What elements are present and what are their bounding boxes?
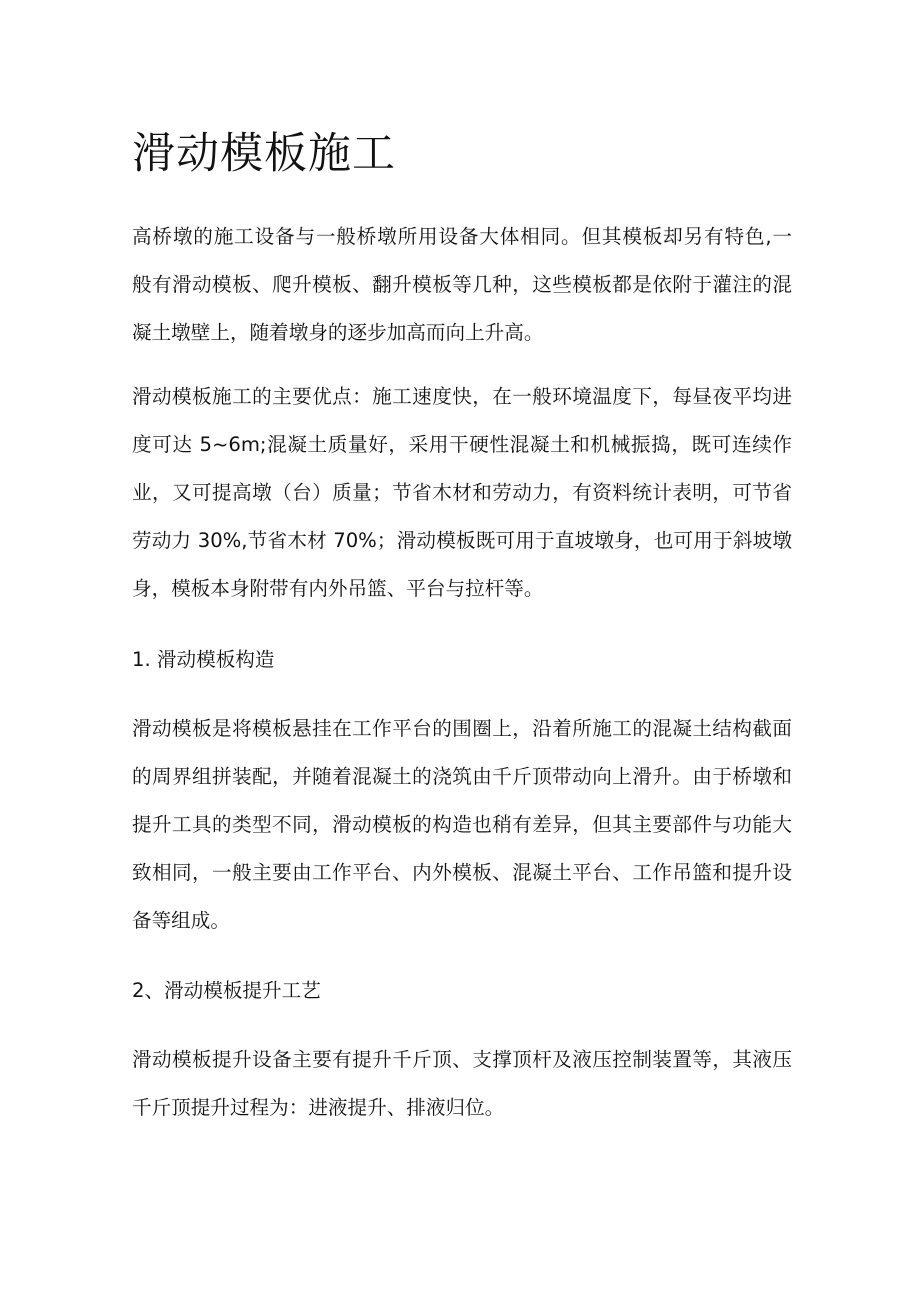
text-line: 滑动模板是将模板悬挂在工作平台的围圈上，沿着所施工的混凝土结构截面 <box>132 717 792 740</box>
text-line: 滑动模板提升设备主要有提升千斤顶、支撑顶杆及液压控制装置等，其液压 <box>132 1048 792 1071</box>
text-line: 凝土墩壁上，随着墩身的逐步加高而向上升高。 <box>132 321 544 344</box>
text-line: 度可达 5~6m;混凝土质量好，采用干硬性混凝土和机械振捣，既可连续作 <box>132 433 792 456</box>
text-line: 劳动力 30%,节省木材 70%；滑动模板既可用于直坡墩身，也可用于斜坡墩 <box>132 529 792 552</box>
text-line: 的周界组拼装配，并随着混凝土的浇筑由千斤顶带动向上滑升。由于桥墩和 <box>132 765 792 788</box>
text-line: 般有滑动模板、爬升模板、翻升模板等几种，这些模板都是依附于灌注的混 <box>132 273 792 296</box>
section-heading-structure <box>132 636 792 684</box>
text-line: 滑动模板施工的主要优点：施工速度快，在一般环境温度下，每昼夜平均进 <box>132 385 792 408</box>
text-line: 高桥墩的施工设备与一般桥墩所用设备大体相同。但其模板却另有特色,一 <box>132 225 792 248</box>
text-line: 业，又可提高墩（台）质量；节省木材和劳动力，有资料统计表明，可节省 <box>132 481 792 504</box>
text-line: 提升工具的类型不同，滑动模板的构造也稍有差异，但其主要部件与功能大 <box>132 813 792 836</box>
section-heading-text: 1. 滑动模板构造 <box>132 648 275 671</box>
text-line: 千斤顶提升过程为：进液提升、排液归位。 <box>132 1096 505 1119</box>
paragraph-advantages <box>132 373 792 613</box>
text-line: 致相同，一般主要由工作平台、内外模板、混凝土平台、工作吊篮和提升设 <box>132 861 792 884</box>
paragraph-structure <box>132 705 792 945</box>
document-title: 滑动模板施工 <box>132 129 396 179</box>
paragraph-intro <box>132 213 792 357</box>
section-heading-text: 2、滑动模板提升工艺 <box>132 979 321 1002</box>
text-line: 备等组成。 <box>132 909 230 932</box>
text-line: 身，模板本身附带有内外吊篮、平台与拉杆等。 <box>132 577 544 600</box>
paragraph-lifting <box>132 1036 792 1132</box>
section-heading-lifting <box>132 967 792 1015</box>
